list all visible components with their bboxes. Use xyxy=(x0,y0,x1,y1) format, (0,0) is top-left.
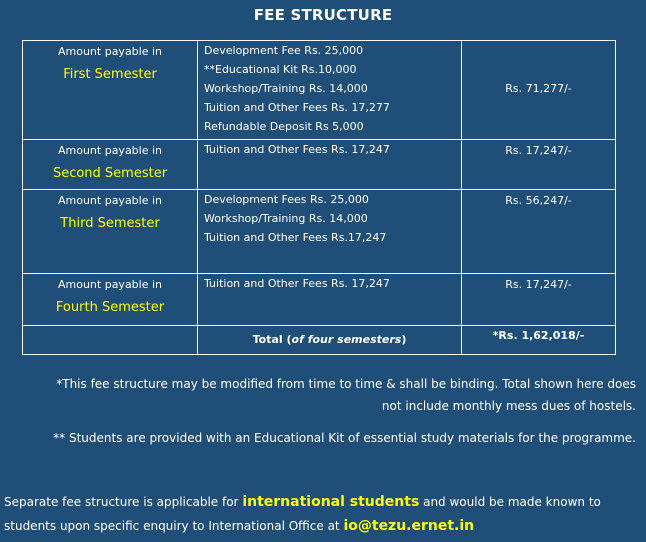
fee-item: Tuition and Other Fees Rs.17,247 xyxy=(204,231,387,244)
semester-cell xyxy=(23,190,198,274)
fee-item: Refundable Deposit Rs 5,000 xyxy=(204,120,364,133)
table-row xyxy=(23,190,616,274)
amount-value: Rs. 17,247/- xyxy=(505,278,572,291)
table-row xyxy=(23,326,616,355)
fee-items-cell xyxy=(198,41,462,140)
total-label xyxy=(198,326,462,355)
semester-name: Fourth Semester xyxy=(55,300,165,315)
fee-items-cell xyxy=(198,274,462,326)
amount-value: Rs. 56,247/- xyxy=(505,194,572,207)
table-row xyxy=(23,274,616,326)
fee-item: Tuition and Other Fees Rs. 17,247 xyxy=(204,143,390,156)
intl-text: students upon specific enquiry to International Office at xyxy=(4,519,344,533)
intl-text: and would be made known to xyxy=(419,495,601,509)
fee-item: Development Fees Rs. 25,000 xyxy=(204,193,369,206)
payable-label: Amount payable in xyxy=(57,144,163,157)
semester-name: First Semester xyxy=(63,67,157,82)
semester-name: Second Semester xyxy=(52,166,168,181)
total-value: *Rs. 1,62,018/- xyxy=(462,326,616,355)
intl-highlight: international students xyxy=(242,494,420,510)
amount-value: Rs. 71,277/- xyxy=(505,82,572,95)
fee-item: Tuition and Other Fees Rs. 17,277 xyxy=(204,101,390,114)
note-line: not include monthly mess dues of hostels. xyxy=(381,399,636,413)
fee-item: Workshop/Training Rs. 14,000 xyxy=(204,212,368,225)
table-row xyxy=(23,140,616,190)
fee-item: Workshop/Training Rs. 14,000 xyxy=(204,82,368,95)
international-students-note xyxy=(4,490,640,538)
email-link[interactable]: io@tezu.ernet.in xyxy=(343,518,475,534)
total-label-suffix: ) xyxy=(401,333,407,346)
payable-label: Amount payable in xyxy=(57,45,163,58)
fee-item: **Educational Kit Rs.10,000 xyxy=(204,63,357,76)
amount-cell xyxy=(462,140,616,190)
payable-label: Amount payable in xyxy=(57,194,163,207)
amount-cell xyxy=(462,274,616,326)
payable-label: Amount payable in xyxy=(57,278,163,291)
amount-value: Rs. 17,247/- xyxy=(505,144,572,157)
fee-modification-note xyxy=(10,373,636,417)
total-label-italic: of four semesters xyxy=(291,333,402,346)
fee-item: Tuition and Other Fees Rs. 17,247 xyxy=(204,277,390,290)
total-label-prefix: Total ( xyxy=(252,333,292,346)
table-row xyxy=(23,41,616,140)
amount-cell xyxy=(462,190,616,274)
semester-name: Third Semester xyxy=(60,216,160,231)
semester-cell xyxy=(23,140,198,190)
semester-cell xyxy=(23,41,198,140)
fee-item: Development Fee Rs. 25,000 xyxy=(204,44,364,57)
educational-kit-note: ** Students are provided with an Educational Kit of essential study materials for the programme. xyxy=(53,431,636,445)
empty-cell xyxy=(23,326,198,355)
note-line: *This fee structure may be modified from time to time & shall be binding. Total shown here does xyxy=(56,377,636,391)
fee-table xyxy=(22,40,616,355)
semester-cell xyxy=(23,274,198,326)
intl-text: Separate fee structure is applicable for xyxy=(4,495,243,509)
fee-items-cell xyxy=(198,190,462,274)
fee-items-cell xyxy=(198,140,462,190)
page-title: FEE STRUCTURE xyxy=(253,6,393,24)
amount-cell xyxy=(462,41,616,140)
